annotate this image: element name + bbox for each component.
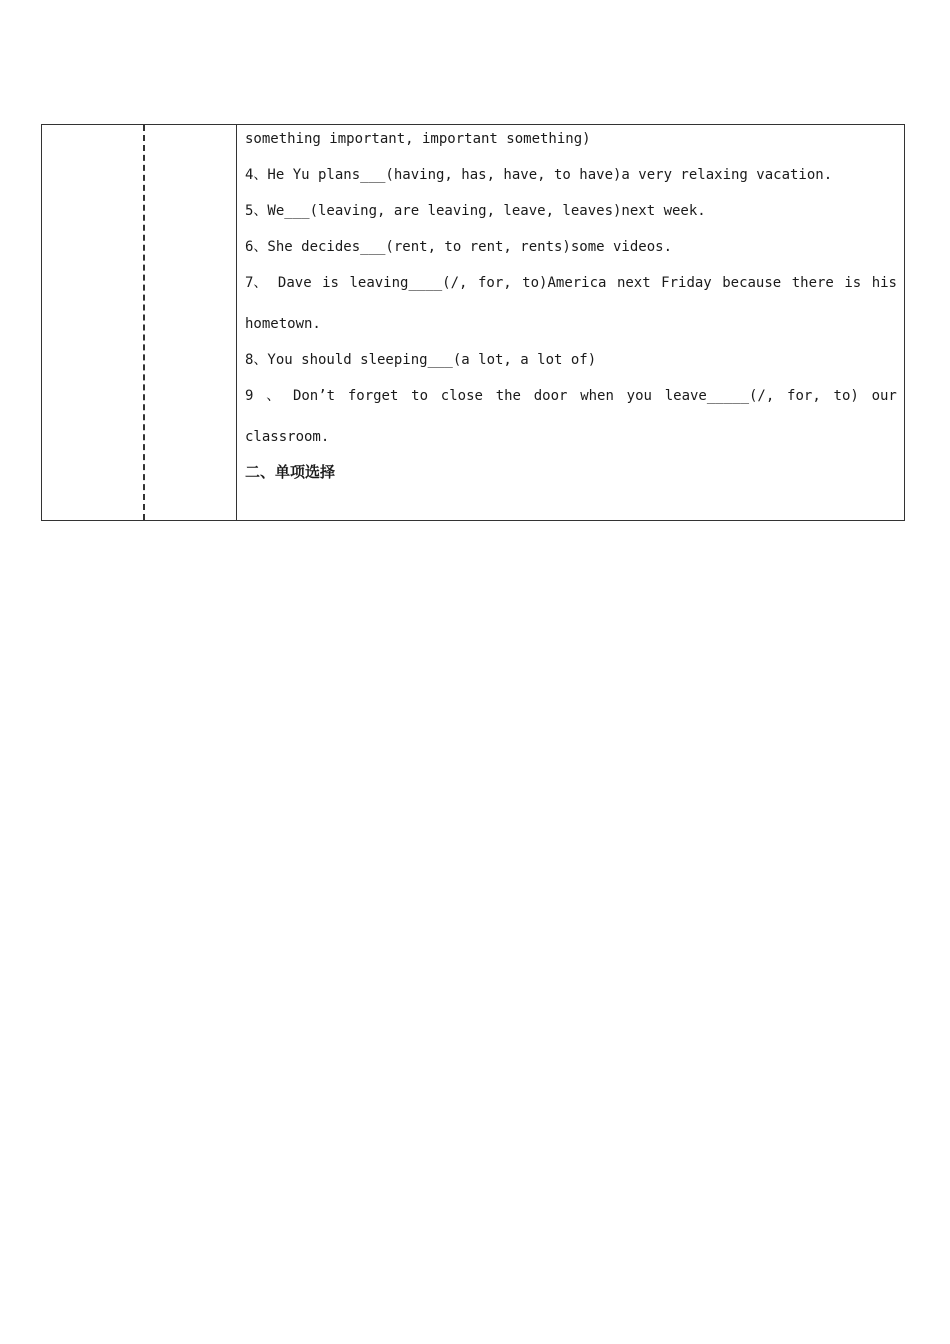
q9-word: close — [440, 388, 483, 404]
exercise-item-7-cont: hometown. — [245, 316, 321, 332]
q9-word: leave_____(/, — [664, 388, 775, 404]
exercise-content-cell — [245, 125, 897, 520]
q7-word: his — [871, 275, 897, 291]
exercise-item-7 — [245, 273, 897, 293]
solid-divider — [236, 125, 237, 520]
exercise-item-8: 8、You should sleeping___(a lot, a lot of) — [245, 352, 597, 368]
q7-word: leaving____(/, — [349, 275, 468, 291]
q9-word: 9 — [245, 388, 254, 404]
exercise-item-9-cont: classroom. — [245, 429, 330, 445]
exercise-item-9 — [245, 386, 897, 406]
exercise-item-5: 5、We___(leaving, are leaving, leave, leaves)next week. — [245, 203, 706, 219]
worksheet-table — [41, 124, 905, 521]
q9-word: forget — [347, 388, 399, 404]
q7-word: is — [844, 275, 862, 291]
q9-word: our — [871, 388, 897, 404]
q9-word: to) — [833, 388, 859, 404]
left-column-cell — [42, 125, 143, 520]
q7-word: next — [616, 275, 651, 291]
q7-word: to)America — [522, 275, 607, 291]
exercise-item-4: 4、He Yu plans___(having, has, have, to have)a very relaxing vacation. — [245, 167, 833, 183]
exercise-item-6: 6、She decides___(rent, to rent, rents)some videos. — [245, 239, 673, 255]
q7-word: 7、 — [245, 275, 268, 291]
q9-word: for, — [787, 388, 821, 404]
q7-word: for, — [477, 275, 512, 291]
q7-word: Dave — [277, 275, 312, 291]
exercise-line-3-end: something important, important something) — [245, 131, 591, 147]
q9-word: 、 — [266, 388, 281, 404]
q9-word: Don’t — [292, 388, 336, 404]
q7-word: because — [722, 275, 782, 291]
q7-word: Friday — [661, 275, 712, 291]
q9-word: you — [626, 388, 652, 404]
q9-word: door — [533, 388, 568, 404]
q7-word: is — [322, 275, 339, 291]
q9-word: to — [411, 388, 429, 404]
section-heading: 二、单项选择 — [245, 463, 336, 481]
q9-word: the — [495, 388, 521, 404]
q7-word: there — [791, 275, 834, 291]
q9-word: when — [580, 388, 614, 404]
middle-column-cell — [145, 125, 235, 520]
